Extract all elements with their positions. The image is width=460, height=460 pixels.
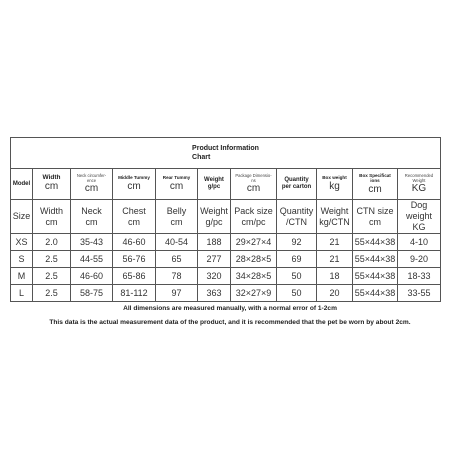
units-dog-weight: Dog weight KG: [398, 200, 441, 234]
header-neck-unit: cm: [84, 183, 99, 194]
table-title: [11, 138, 441, 169]
header-rear-tummy: [156, 169, 198, 200]
cell-neck: 58-75: [71, 285, 113, 302]
cell-size: S: [11, 251, 33, 268]
units-size: Size: [11, 200, 33, 234]
header-weight-label: Weight g/pc: [204, 177, 224, 190]
header-width-unit: cm: [44, 181, 59, 193]
cell-quantity: 50: [277, 268, 317, 285]
cell-belly: 40-54: [156, 234, 198, 251]
units-width: Width cm: [33, 200, 71, 234]
cell-box-weight: 21: [317, 251, 353, 268]
header-quantity-label: Quantity per carton: [281, 177, 312, 190]
table-title-text: Product Information Chart: [192, 145, 259, 161]
cell-ctn-size: 55×44×38: [353, 234, 398, 251]
cell-chest: 46-60: [113, 234, 156, 251]
cell-neck: 35-43: [71, 234, 113, 251]
product-info-table: [10, 137, 441, 302]
header-middle-tummy: [113, 169, 156, 200]
table-row-m: [11, 268, 441, 285]
header-model-label: Model: [12, 180, 31, 187]
cell-box-weight: 20: [317, 285, 353, 302]
cell-neck: 46-60: [71, 268, 113, 285]
header-box-weight-unit: kg: [329, 180, 340, 192]
units-pack-size: Pack size cm/pc: [231, 200, 277, 234]
cell-belly: 97: [156, 285, 198, 302]
header-package-dimensions-label: Package Dimensio- ns: [235, 173, 272, 183]
table-row-s: [11, 251, 441, 268]
cell-box-weight: 21: [317, 234, 353, 251]
cell-neck: 44-55: [71, 251, 113, 268]
cell-chest: 65-86: [113, 268, 156, 285]
units-quantity: Quantity /CTN: [277, 200, 317, 234]
units-ctn-size: CTN size cm: [353, 200, 398, 234]
cell-ctn-size: 55×44×38: [353, 285, 398, 302]
header-neck-label: Neck circumfer- ence: [76, 173, 107, 183]
header-width: [33, 169, 71, 200]
cell-size: L: [11, 285, 33, 302]
cell-belly: 78: [156, 268, 198, 285]
header-box-weight-label: Box weight: [322, 175, 347, 181]
header-quantity: [277, 169, 317, 200]
header-box-weight: [317, 169, 353, 200]
units-neck: Neck cm: [71, 200, 113, 234]
cell-pack-size: 34×28×5: [231, 268, 277, 285]
header-neck: [71, 169, 113, 200]
header-rear-tummy-unit: cm: [169, 180, 184, 192]
table-row-xs: [11, 234, 441, 251]
cell-pack-size: 29×27×4: [231, 234, 277, 251]
cell-quantity: 50: [277, 285, 317, 302]
cell-size: M: [11, 268, 33, 285]
cell-dog-weight: 33-55: [398, 285, 441, 302]
header-package-dimensions: [231, 169, 277, 200]
header-middle-tummy-label: Middle Tummy: [118, 175, 150, 181]
header-rear-tummy-label: Rear Tummy: [162, 175, 191, 181]
cell-dog-weight: 4-10: [398, 234, 441, 251]
header-width-label: Width: [42, 173, 61, 181]
header-box-specifications-unit: cm: [368, 183, 382, 195]
header-box-specifications-label: Box Specificat ions: [359, 172, 391, 183]
recommendation-note: This data is the actual measurement data of the product, and it is recommended that the pet be worn by about 2cm.: [49, 319, 411, 326]
table-row-l: [11, 285, 441, 302]
cell-ctn-size: 55×44×38: [353, 251, 398, 268]
cell-pack-size: 32×27×9: [231, 285, 277, 302]
units-belly: Belly cm: [156, 200, 198, 234]
cell-width: 2.5: [33, 251, 71, 268]
units-weight: Weight g/pc: [198, 200, 231, 234]
cell-chest: 56-76: [113, 251, 156, 268]
header-box-specifications: [353, 169, 398, 200]
cell-chest: 81-112: [113, 285, 156, 302]
header-package-dimensions-unit: cm: [246, 183, 261, 194]
cell-dog-weight: 18-33: [398, 268, 441, 285]
measurement-note: All dimensions are measured manually, with a normal error of 1-2cm: [123, 305, 337, 312]
header-recommended-weight: [398, 169, 441, 200]
cell-belly: 65: [156, 251, 198, 268]
cell-ctn-size: 55×44×38: [353, 268, 398, 285]
cell-dog-weight: 9-20: [398, 251, 441, 268]
cell-width: 2.0: [33, 234, 71, 251]
header-middle-tummy-unit: cm: [127, 180, 141, 192]
cell-weight: 277: [198, 251, 231, 268]
units-box-weight: Weight kg/CTN: [317, 200, 353, 234]
cell-weight: 363: [198, 285, 231, 302]
header-recommended-weight-unit: KG: [411, 183, 427, 194]
cell-size: XS: [11, 234, 33, 251]
cell-quantity: 92: [277, 234, 317, 251]
units-chest: Chest cm: [113, 200, 156, 234]
cell-width: 2.5: [33, 285, 71, 302]
header-model: [11, 169, 33, 200]
cell-pack-size: 28×28×5: [231, 251, 277, 268]
header-weight: [198, 169, 231, 200]
cell-weight: 320: [198, 268, 231, 285]
cell-width: 2.5: [33, 268, 71, 285]
cell-quantity: 69: [277, 251, 317, 268]
cell-weight: 188: [198, 234, 231, 251]
cell-box-weight: 18: [317, 268, 353, 285]
header-recommended-weight-label: Recommended Weight: [404, 173, 434, 183]
